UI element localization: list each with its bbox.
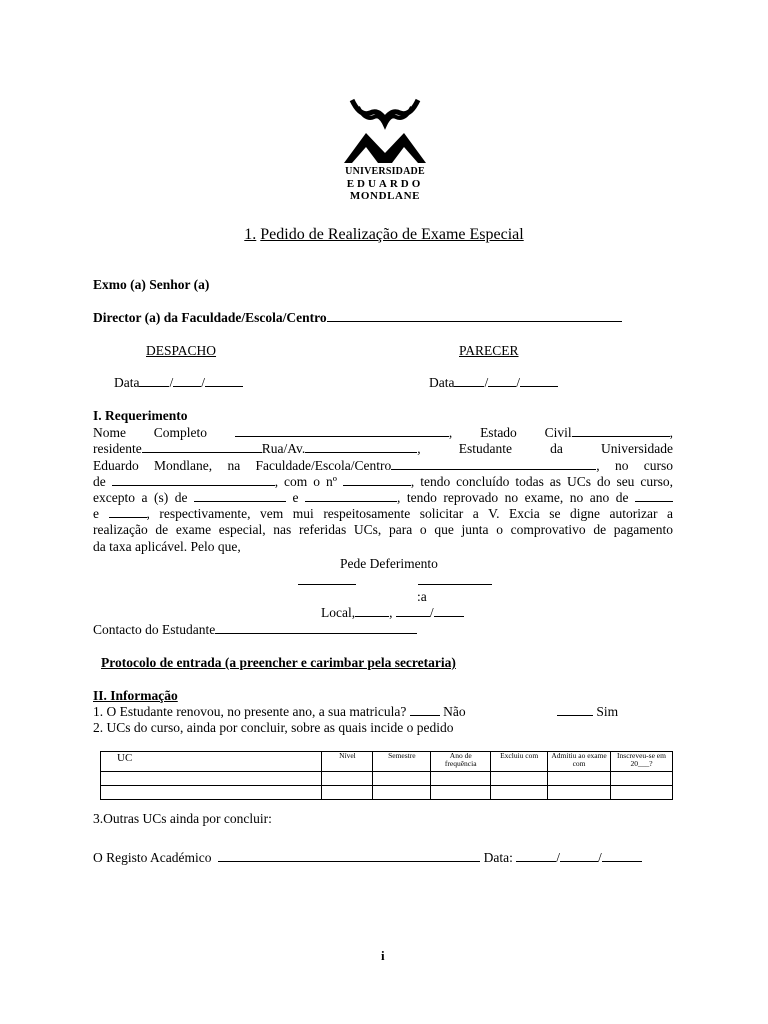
parecer-date-label: Data xyxy=(429,375,455,390)
question-2: 2. UCs do curso, ainda por concluir, sobre as quais incide o pedido xyxy=(93,720,454,735)
eduardo-label: Eduardo Mondlane, na Faculdade/Escola/Centro xyxy=(93,458,392,473)
rua-field[interactable] xyxy=(305,452,417,453)
line-residente xyxy=(93,441,673,457)
registo-year-field[interactable] xyxy=(602,861,642,862)
university-emblem-icon xyxy=(330,95,440,170)
registo-label: O Registo Académico xyxy=(93,850,212,865)
e-line-label: e xyxy=(93,506,99,521)
table-cell[interactable] xyxy=(101,786,322,800)
local-label: Local, xyxy=(321,605,356,620)
sim-option xyxy=(557,704,618,720)
respectivamente-text: , respectivamente, vem mui respeitosamente solicitar a V. Excia se digne autorizar a xyxy=(146,506,674,521)
section-1-heading: I. Requerimento xyxy=(93,408,188,423)
logo-line-2: EDUARDO xyxy=(346,178,424,190)
title-text: Pedido de Realização de Exame Especial xyxy=(260,226,524,243)
despacho-date-label: Data xyxy=(114,375,140,390)
line-realizacao: realização de exame especial, nas referidas UCs, para o que junta o comprovativo de pagamento xyxy=(93,522,673,537)
table-cell[interactable] xyxy=(373,786,431,800)
line-curso xyxy=(93,474,673,490)
header-uc: UC xyxy=(101,752,322,772)
curso-field[interactable] xyxy=(112,485,275,486)
despacho-day-field[interactable] xyxy=(139,386,169,387)
section-2-heading: II. Informação xyxy=(93,688,178,703)
numero-estudante-field[interactable] xyxy=(343,485,411,486)
nome-field[interactable] xyxy=(235,436,449,437)
line-respectivamente xyxy=(93,506,673,522)
nome-label: Nome Completo xyxy=(93,425,208,440)
e-conj-label: e xyxy=(292,490,299,505)
question-3: 3.Outras UCs ainda por concluir: xyxy=(93,811,272,826)
table-cell[interactable] xyxy=(322,772,373,786)
estado-civil-field[interactable] xyxy=(572,436,670,437)
despacho-date: Data / / xyxy=(114,375,243,391)
table-header-row xyxy=(101,752,673,772)
contacto-field[interactable] xyxy=(215,633,417,634)
page-title xyxy=(0,226,768,244)
local-month-field[interactable] xyxy=(434,616,464,617)
sim-field[interactable] xyxy=(557,715,593,716)
table-cell[interactable] xyxy=(101,772,322,786)
data-label: Data: xyxy=(483,850,513,865)
pede-deferimento: Pede Deferimento xyxy=(340,556,438,571)
ano-reprovado-field[interactable] xyxy=(635,501,673,502)
table-cell[interactable] xyxy=(611,772,673,786)
despacho-year-field[interactable] xyxy=(205,386,243,387)
header-admitiu: Admitiu ao exame com xyxy=(548,752,611,772)
residente-field[interactable] xyxy=(142,452,262,453)
registo-month-field[interactable] xyxy=(560,861,598,862)
despacho-label: DESPACHO xyxy=(146,343,217,358)
table-cell[interactable] xyxy=(431,786,491,800)
university-name xyxy=(330,166,440,202)
line-nome: Nome Completo , Estado Civil , xyxy=(93,425,673,440)
table-cell[interactable] xyxy=(611,786,673,800)
com-numero-label: , com o nº xyxy=(274,474,337,489)
logo-line-3: MONDLANE xyxy=(349,190,421,202)
signature-line-1[interactable] xyxy=(298,584,356,585)
logo-line-1: UNIVERSIDADE xyxy=(345,166,425,177)
tendo-reprovado-label: , tendo reprovado no exame, no ano de xyxy=(397,490,629,505)
parecer-year-field[interactable] xyxy=(520,386,558,387)
signature-line-2[interactable] xyxy=(418,584,492,585)
question-1-text: 1. O Estudante renovou, no presente ano, a sua matricula? xyxy=(93,704,407,719)
table-cell[interactable] xyxy=(491,772,548,786)
despacho-month-field[interactable] xyxy=(173,386,201,387)
estudante-label: , Estudante da Universidade xyxy=(417,441,673,456)
estado-civil-label: , Estado Civil xyxy=(448,425,572,440)
excepto-label: excepto a (s) de xyxy=(93,490,188,505)
faculdade-field[interactable] xyxy=(391,469,596,470)
registo-day-field[interactable] xyxy=(516,861,556,862)
line-taxa: da taxa aplicável. Pelo que, xyxy=(93,539,241,554)
uc-2-field[interactable] xyxy=(305,501,397,502)
addressee-label: Director (a) da Faculdade/Escola/Centro xyxy=(93,310,327,325)
registo-field[interactable] xyxy=(218,861,480,862)
line-eduardo xyxy=(93,458,673,474)
nao-field[interactable] xyxy=(410,715,440,716)
local-line: Local, , / xyxy=(321,605,464,621)
protocolo-heading: Protocolo de entrada (a preencher e carimbar pela secretaria) xyxy=(101,655,456,670)
table-cell[interactable] xyxy=(491,786,548,800)
parecer-date: Data / / xyxy=(429,375,558,391)
line-excepto xyxy=(93,490,673,506)
contacto-line xyxy=(93,622,417,638)
header-semestre: Semestre xyxy=(373,752,431,772)
parecer-month-field[interactable] xyxy=(488,386,516,387)
parecer-day-field[interactable] xyxy=(454,386,484,387)
nao-label: Não xyxy=(443,704,466,719)
table-cell[interactable] xyxy=(373,772,431,786)
residente-label: residente xyxy=(93,441,142,456)
title-number: 1. xyxy=(244,226,257,243)
uc-table xyxy=(100,751,673,800)
parecer-label: PARECER xyxy=(459,343,519,358)
addressee xyxy=(93,310,622,326)
question-1 xyxy=(93,704,466,720)
local-field[interactable] xyxy=(355,616,389,617)
tendo-concluido-label: , tendo concluído todas as UCs do seu curso, xyxy=(410,474,674,489)
table-cell[interactable] xyxy=(548,772,611,786)
table-cell[interactable] xyxy=(548,786,611,800)
salutation: Exmo (a) Senhor (a) xyxy=(93,277,210,292)
table-row xyxy=(101,786,673,800)
header-inscreveu: Inscreveu-se em 20___? xyxy=(611,752,673,772)
rua-label: Rua/Av. xyxy=(261,441,306,456)
ano-reprovado-2-field[interactable] xyxy=(109,517,147,518)
page-number: i xyxy=(381,948,385,963)
header-excluiu: Excluiu com xyxy=(491,752,548,772)
registo-line: O Registo Académico Data: / / xyxy=(93,850,642,866)
de-label: de xyxy=(93,474,106,489)
no-curso-label: , no curso xyxy=(596,458,673,473)
colon-a: :a xyxy=(417,589,427,604)
local-day-field[interactable] xyxy=(396,616,430,617)
table-cell[interactable] xyxy=(431,772,491,786)
table-cell[interactable] xyxy=(322,786,373,800)
header-ano-frequencia: Ano de frequência xyxy=(431,752,491,772)
sim-label: Sim xyxy=(596,704,619,719)
faculty-field[interactable] xyxy=(327,321,622,322)
contacto-label: Contacto do Estudante xyxy=(93,622,216,637)
table-row xyxy=(101,772,673,786)
header-nivel: Nível xyxy=(322,752,373,772)
uc-1-field[interactable] xyxy=(194,501,286,502)
